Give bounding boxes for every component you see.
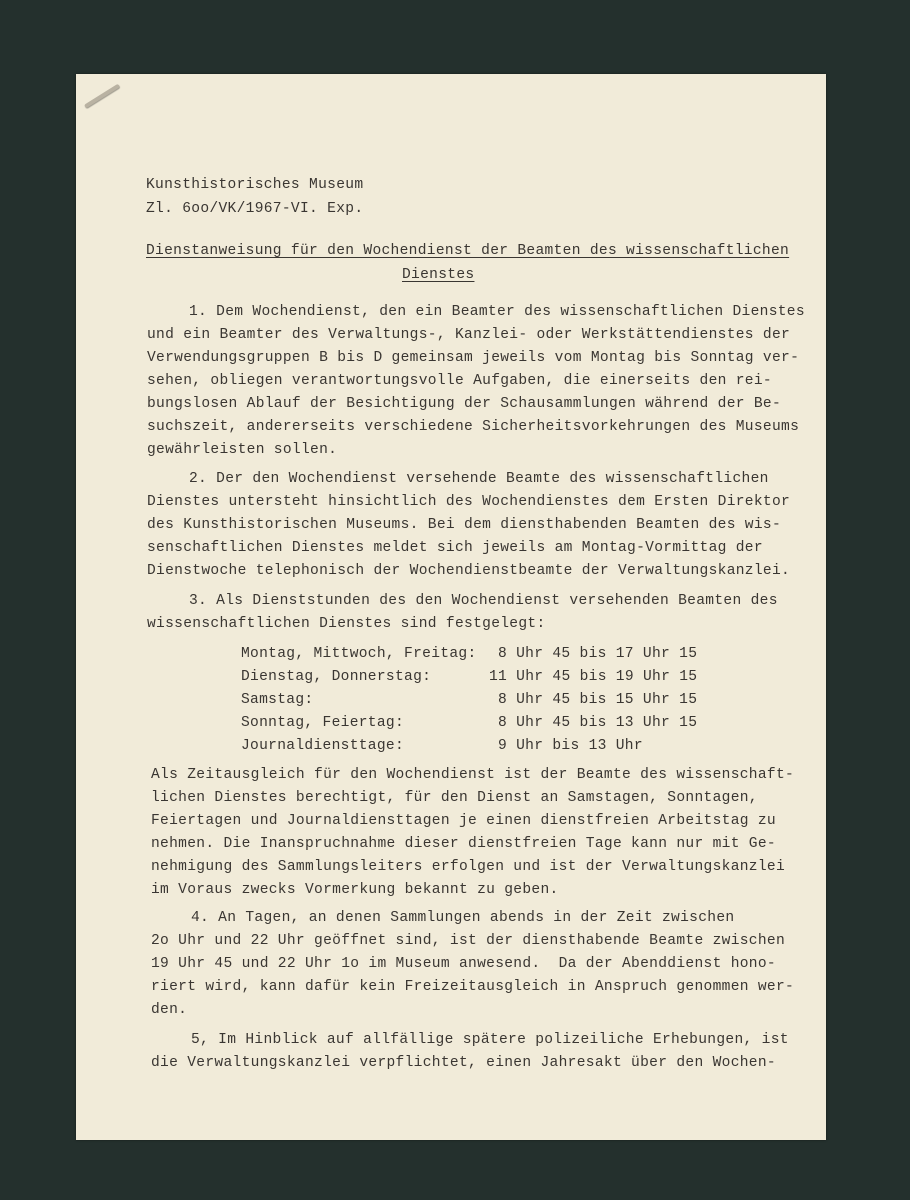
schedule-hours: 8 Uhr 45 bis 17 Uhr 15 (498, 646, 698, 662)
section-5-line: 5, Im Hinblick auf allfällige spätere polizeiliche Erhebungen, ist (191, 1032, 789, 1048)
section-2-line: senschaftlichen Dienstes meldet sich jeweils am Montag-Vormittag der (147, 540, 763, 556)
section-3b-line: lichen Dienstes berechtigt, für den Dienst an Samstagen, Sonntagen, (151, 790, 758, 806)
schedule-hours: 11 Uhr 45 bis 19 Uhr 15 (489, 669, 698, 685)
document-title-line-1: Dienstanweisung für den Wochendienst der Beamten des wissenschaftlichen (146, 243, 790, 259)
section-2-line: 2. Der den Wochendienst versehende Beamte des wissenschaftlichen (189, 471, 769, 487)
section-1-line: sehen, obliegen verantwortungsvolle Aufgaben, die einerseits den rei- (147, 373, 772, 389)
reference-number: Zl. 6oo/VK/1967-VI. Exp. (146, 201, 364, 217)
schedule-days: Sonntag, Feiertag: (241, 715, 405, 731)
document-page (76, 74, 826, 1140)
section-2-line: Dienstwoche telephonisch der Wochendienstbeamte der Verwaltungskanzlei. (147, 563, 791, 579)
section-3b-line: Als Zeitausgleich für den Wochendienst ist der Beamte des wissenschaft- (151, 767, 795, 783)
section-3-line: wissenschaftlichen Dienstes sind festgelegt: (147, 616, 546, 632)
section-3b-line: im Voraus zwecks Vormerkung bekannt zu geben. (151, 882, 559, 898)
section-1-line: bungslosen Ablauf der Besichtigung der Schausammlungen während der Be- (147, 396, 782, 412)
section-4-line: den. (151, 1002, 188, 1018)
section-1-line: 1. Dem Wochendienst, den ein Beamter des wissenschaftlichen Dienstes (189, 304, 805, 320)
section-1-line: gewährleisten sollen. (147, 442, 338, 458)
staple (84, 84, 120, 109)
section-2-line: Dienstes untersteht hinsichtlich des Wochendienstes dem Ersten Direktor (147, 494, 791, 510)
section-4-line: 19 Uhr 45 und 22 Uhr 1o im Museum anwesend. Da der Abenddienst hono- (151, 956, 776, 972)
section-3-line: 3. Als Dienststunden des den Wochendienst versehenden Beamten des (189, 593, 778, 609)
section-3b-line: nehmen. Die Inanspruchnahme dieser dienstfreien Tage kann nur mit Ge- (151, 836, 776, 852)
schedule-hours: 9 Uhr bis 13 Uhr (498, 738, 643, 754)
section-1-line: suchszeit, andererseits verschiedene Sicherheitsvorkehrungen des Museums (147, 419, 800, 435)
schedule-days: Samstag: (241, 692, 314, 708)
section-1-line: Verwendungsgruppen B bis D gemeinsam jeweils vom Montag bis Sonntag ver- (147, 350, 800, 366)
schedule-days: Montag, Mittwoch, Freitag: (241, 646, 477, 662)
section-4-line: 2o Uhr und 22 Uhr geöffnet sind, ist der diensthabende Beamte zwischen (151, 933, 786, 949)
schedule-hours: 8 Uhr 45 bis 13 Uhr 15 (498, 715, 698, 731)
section-5-line: die Verwaltungskanzlei verpflichtet, einen Jahresakt über den Wochen- (151, 1055, 776, 1071)
document-title-line-2: Dienstes (402, 267, 475, 283)
section-4-line: 4. An Tagen, an denen Sammlungen abends in der Zeit zwischen (191, 910, 735, 926)
section-1-line: und ein Beamter des Verwaltungs-, Kanzlei- oder Werkstättendienstes der (147, 327, 791, 343)
section-2-line: des Kunsthistorischen Museums. Bei dem diensthabenden Beamten des wis- (147, 517, 782, 533)
section-3b-line: nehmigung des Sammlungsleiters erfolgen und ist der Verwaltungskanzlei (151, 859, 786, 875)
schedule-days: Dienstag, Donnerstag: (241, 669, 432, 685)
institution-name: Kunsthistorisches Museum (146, 177, 364, 193)
schedule-days: Journaldiensttage: (241, 738, 405, 754)
schedule-hours: 8 Uhr 45 bis 15 Uhr 15 (498, 692, 698, 708)
section-4-line: riert wird, kann dafür kein Freizeitausgleich in Anspruch genommen wer- (151, 979, 795, 995)
section-3b-line: Feiertagen und Journaldiensttagen je einen dienstfreien Arbeitstag zu (151, 813, 776, 829)
